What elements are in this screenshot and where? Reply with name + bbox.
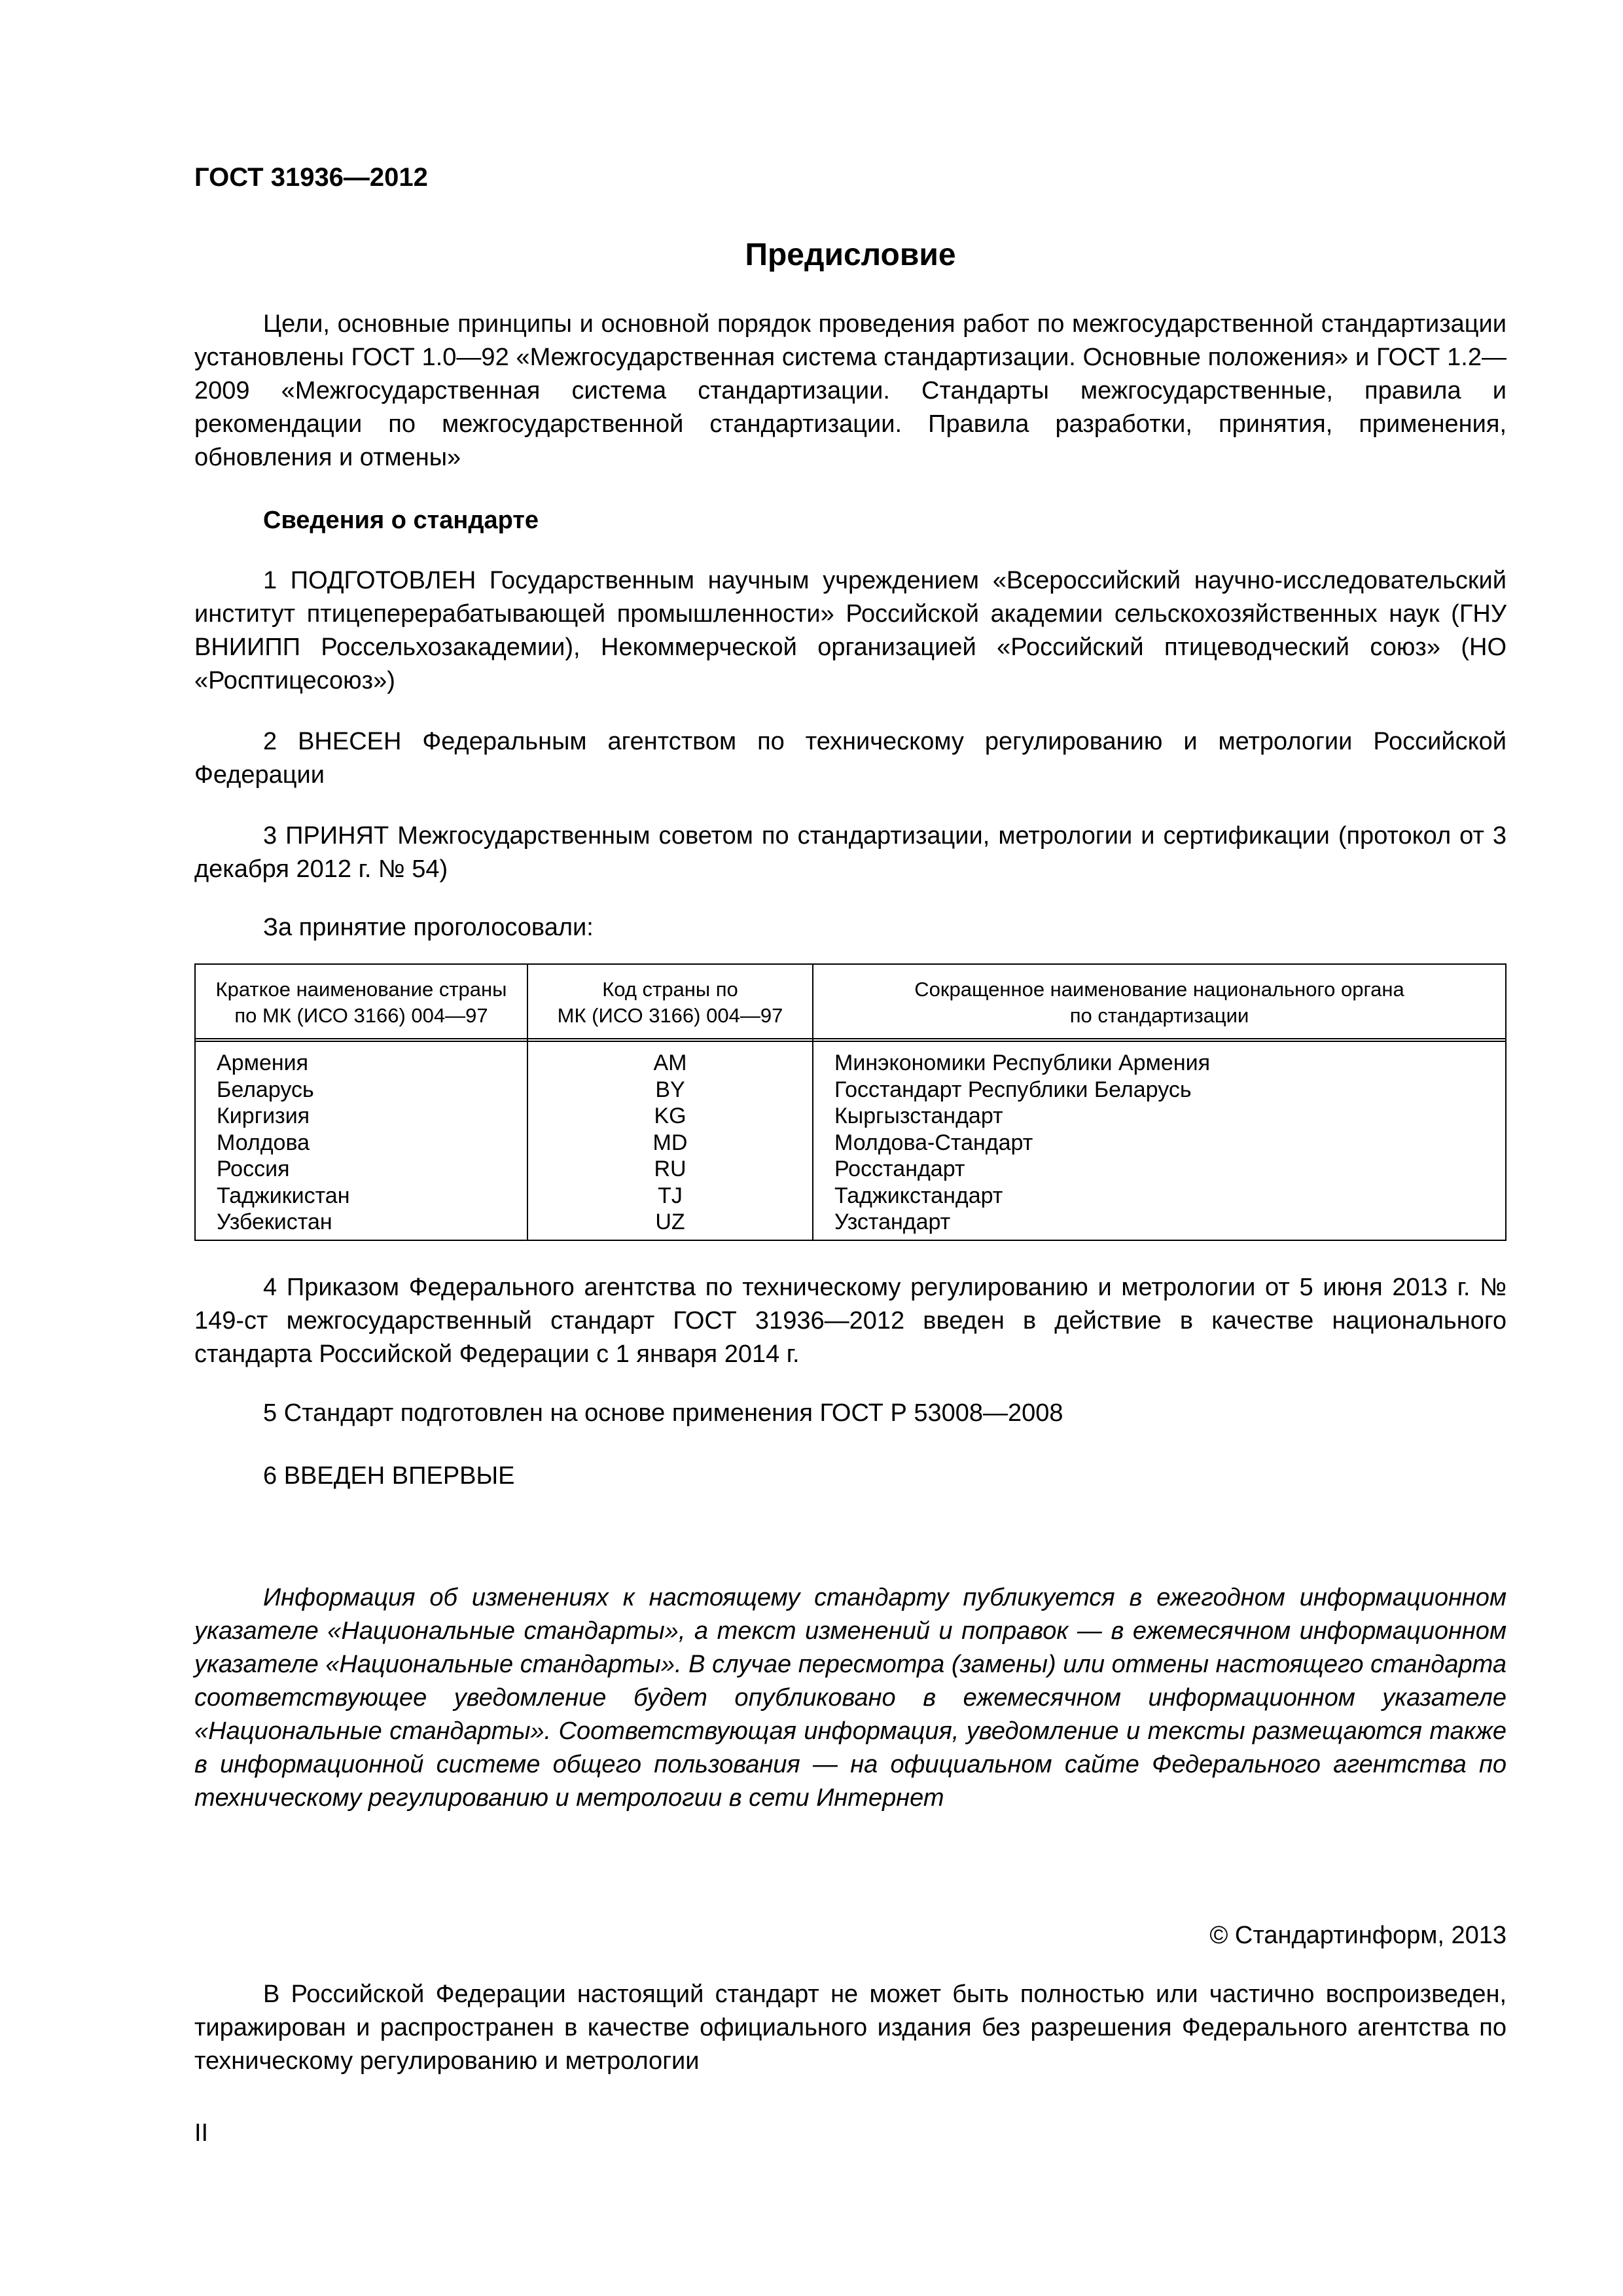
table-cell: Узстандарт [834,1210,951,1234]
table-cell: Беларусь [217,1077,314,1102]
item-2-introduced: 2 ВНЕСЕН Федеральным агентством по техническому регулированию и метрологии Российской Федерации [194,728,1507,789]
table-cell: BY [655,1077,685,1102]
header-country: Краткое наименование страны по МК (ИСО 3166) 004—97 [215,978,507,1027]
table-cell: Армения [217,1050,309,1075]
table-cell: Госстандарт Республики Беларусь [834,1077,1192,1102]
header-code: Код страны по МК (ИСО 3166) 004—97 [557,978,783,1027]
column-country [217,1050,349,1236]
table-cell: RU [654,1157,687,1181]
table-cell: Молдова [217,1130,310,1155]
foreword-paragraph: Цели, основные принципы и основной порядок проведения работ по межгосударственной стандартизации установлены ГОСТ 1.0—92 «Межгосударственная система стандартизации. Основные положения» и ГОСТ 1.2—2009 «Межгосударственная система стандартизации. Стандарты межгосударственные, правила и рекомендации по межгосударственной стандартизации. Правила разработки, принятия, применения, обновления и отмены» [194,310,1507,471]
table-cell: AM [653,1050,687,1075]
header-body: Сокращенное наименование национального органа по стандартизации [914,978,1404,1027]
table-cell: UZ [655,1210,685,1234]
table-cell: Таджикистан [217,1183,350,1208]
table-cell: Таджикстандарт [834,1183,1003,1208]
table-cell: Росстандарт [834,1157,965,1181]
table-cell: Киргизия [217,1103,310,1128]
document-code: ГОСТ 31936—2012 [194,163,428,192]
page-title: Предисловие [745,238,956,272]
table-cell: MD [652,1130,688,1155]
table-header-row [196,965,1505,1042]
column-body [834,1050,1210,1236]
page-number: II [194,2119,209,2147]
table-cell: Молдова-Стандарт [834,1130,1033,1155]
table-cell: Узбекистан [217,1210,332,1234]
standard-info-heading: Сведения о стандарте [263,507,539,534]
column-divider [812,965,813,1240]
table-cell: Россия [217,1157,290,1181]
vote-intro: За принятие проголосовали: [263,914,594,941]
table-cell: TJ [658,1183,683,1208]
column-code [528,1050,812,1236]
item-5-basis: 5 Стандарт подготовлен на основе применения ГОСТ Р 53008—2008 [263,1399,1063,1427]
change-notice: Информация об изменениях к настоящему стандарту публикуется в ежегодном информационном указателе «Национальные стандарты», а текст изменений и поправок — в ежемесячном информационном указателе «Национальные стандарты». В случае пересмотра (замены) или отмены настоящего стандарта соответствующее уведомление будет опубликовано в ежемесячном информационном указателе «Национальные стандарты». Соответствующая информация, уведомление и тексты размещаются также в информационной системе общего пользования — на официальном сайте Федерального агентства по техническому регулированию и метрологии в сети Интернет [194,1584,1507,1812]
item-6-first-introduced: 6 ВВЕДЕН ВПЕРВЫЕ [263,1462,515,1490]
table-cell: Кыргызстандарт [834,1103,1003,1128]
vote-table [194,963,1507,1241]
reproduction-notice: В Российской Федерации настоящий стандарт не может быть полностью или частично воспроизведен, тиражирован и распространен в качестве официального издания без разрешения Федерального агентства по техническому регулированию и метрологии [194,1981,1507,2075]
item-1-prepared: 1 ПОДГОТОВЛЕН Государственным научным учреждением «Всероссийский научно-исследовательский институт птицеперерабатывающей промышленности» Российской академии сельскохозяйственных наук (ГНУ ВНИИПП Россельхозакадемии), Некоммерческой организацией «Российский птицеводческий союз» (НО «Росптицесоюз») [194,567,1507,694]
copyright: © Стандартинформ, 2013 [1209,1922,1507,1949]
table-cell: Минэкономики Республики Армения [834,1050,1210,1075]
table-cell: KG [654,1103,687,1128]
item-3-adopted: 3 ПРИНЯТ Межгосударственным советом по стандартизации, метрологии и сертификации (протокол от 3 декабря 2012 г. № 54) [194,822,1507,883]
item-4-order: 4 Приказом Федерального агентства по техническому регулированию и метрологии от 5 июня 2013 г. № 149-ст межгосударственный стандарт ГОСТ 31936—2012 введен в действие в качестве национального стандарта Российской Федерации с 1 января 2014 г. [194,1274,1507,1368]
